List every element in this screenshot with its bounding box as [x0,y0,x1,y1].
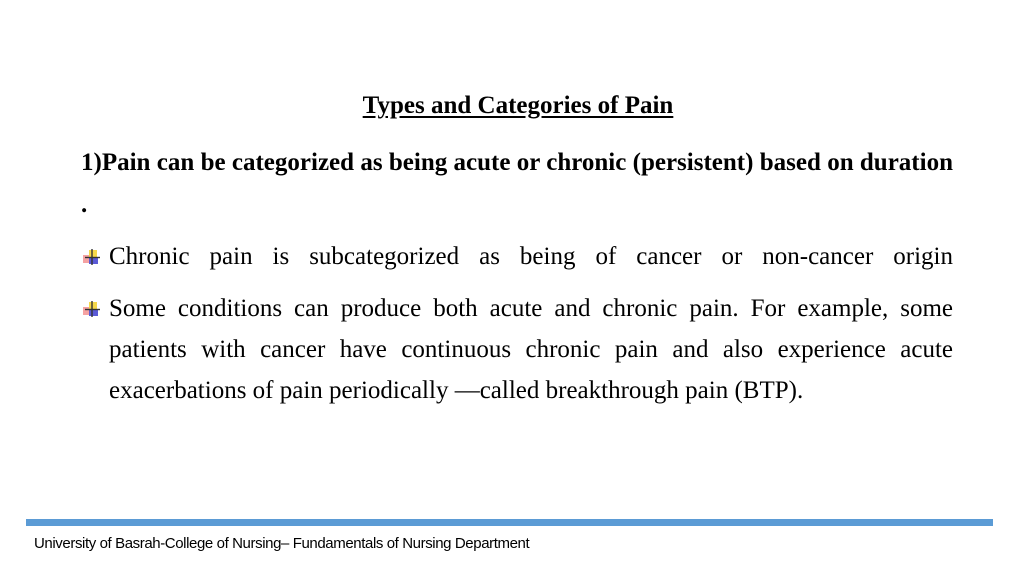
intro-paragraph: 1)Pain can be categorized as being acute or chronic (persistent) based on duration . [81,149,953,218]
colored-square-bullet-icon [81,301,101,317]
colored-square-bullet-icon [81,249,101,265]
slide-title-text: Types and Categories of Pain [362,92,674,119]
footer-text: University of Basrah-College of Nursing– Fundamentals of Nursing Department [34,535,530,552]
bullet-item [81,236,953,277]
slide-title [0,92,1024,120]
bullet-text: Chronic pain is subcategorized as being of cancer or non-cancer origin [109,243,953,270]
bullet-text: Some conditions can produce both acute and chronic pain. For example, some patients with cancer have continuous chronic pain and also experience acute exacerbations of pain periodically —called breakthrough pain (BTP). [109,295,953,404]
bullet-item [81,288,953,411]
footer-divider [26,519,993,526]
